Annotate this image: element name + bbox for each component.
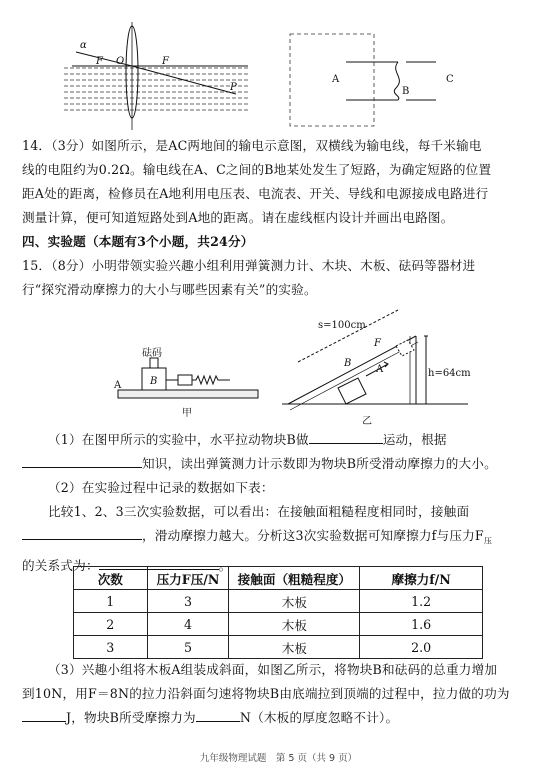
jia-weight-label: 砝码 <box>142 348 162 359</box>
table-header-friction: 摩擦力f/N <box>360 567 483 590</box>
point-p-label: P <box>230 82 237 93</box>
table-cell: 1 <box>74 590 148 613</box>
optical-center-label: O <box>116 56 125 67</box>
q15-part-1 <box>22 428 537 476</box>
q15-p1-text-b: 运动，根据 <box>382 432 447 447</box>
table-cell: 4 <box>147 613 229 636</box>
q15-p2-title: （2）在实验过程中记录的数据如下表： <box>48 480 274 495</box>
q15-p3-blank-work[interactable] <box>22 707 66 722</box>
q15-p1-blank-motion[interactable] <box>309 429 383 444</box>
q15-p2-subscript: 压 <box>483 536 493 546</box>
transmission-figure <box>286 32 476 130</box>
figure-jia <box>112 346 262 422</box>
point-a-label: A <box>332 74 340 85</box>
q14-line-4: 测量计算，便可知道短路处到A地的距离。请在虚线框内设计并画出电路图。 <box>22 210 454 225</box>
table-cell: 2.0 <box>360 636 483 659</box>
table-header-surface: 接触面（粗糙程度） <box>229 567 360 590</box>
q15-intro-line-2: 行“探究滑动摩擦力的大小与哪些因素有关”的实验。 <box>22 282 317 297</box>
q15-p3-text-c2: N（木板的厚度忽略不计）。 <box>239 710 399 725</box>
q15-p3-blank-friction[interactable] <box>196 707 240 722</box>
jia-board-label: A <box>114 380 122 391</box>
alpha-label: α <box>80 40 87 51</box>
point-b-label: B <box>402 86 410 97</box>
q15-p3-text-b: 到10N，用F＝8N的拉力沿斜面匀速将物块B由底端拉到顶端的过程中，拉力做的功为 <box>22 686 510 701</box>
q15-p1-text-c: 知识，读出弹簧测力计示数即为物块B所受滑动摩擦力的大小。 <box>142 456 497 471</box>
table-cell: 木板 <box>229 613 360 636</box>
q15-p2-text-b: ，滑动摩擦力越大。分析这3次实验数据可知摩擦力f与压力F <box>142 528 484 543</box>
q15-p2-text-c-end: 。 <box>218 557 232 573</box>
table-cell: 木板 <box>229 636 360 659</box>
yi-f-label: F <box>374 338 381 349</box>
table-cell: 1.6 <box>360 613 483 636</box>
table-header-row <box>74 567 483 590</box>
q15-part-3 <box>22 658 537 730</box>
question-15-intro <box>22 254 537 302</box>
table-cell: 1.2 <box>360 590 483 613</box>
focus-right-label: F <box>162 56 169 67</box>
table-cell: 5 <box>147 636 229 659</box>
yi-h-label: h=64cm <box>428 368 471 379</box>
q15-p1-text-a: （1）在图甲所示的实验中，水平拉动物块B做 <box>48 432 309 447</box>
table-cell: 3 <box>74 636 148 659</box>
q14-line-2: 线的电阻约为0.2Ω。输电线在A、C之间的B地某处发生了短路，为确定短路的位置 <box>22 162 492 177</box>
focus-left-label: F <box>96 56 103 67</box>
q15-intro-line-1: 15．（8分）小明带领实验兴趣小组利用弹簧测力计、木块、木板、砝码等器材进 <box>22 258 476 273</box>
lens-figure <box>60 22 250 132</box>
q15-p2-blank-pressure[interactable] <box>22 525 142 540</box>
table-header-pressure: 压力F压/N <box>147 567 229 590</box>
table-header-trial: 次数 <box>74 567 148 590</box>
q15-p3-text-c1: J，物块B所受摩擦力为 <box>66 710 196 725</box>
table-row <box>74 636 483 659</box>
point-c-label: C <box>446 74 454 85</box>
q14-line-1: 14．（3分）如图所示，是AC两地间的输电示意图，双横线为输电线，每千米输电 <box>22 138 482 153</box>
yi-s-label: s=100cm <box>318 320 366 331</box>
table-row <box>74 613 483 636</box>
q15-p2-text-c: 的关系式为： <box>22 557 99 573</box>
table-cell: 木板 <box>229 590 360 613</box>
q15-p3-text-a: （3）兴趣小组将木板A组装成斜面，如图乙所示，将物块B和砝码的总重力增加 <box>48 662 498 677</box>
section-4-title: 四、实验题（本题有3个小题，共24分） <box>22 234 254 249</box>
table-cell: 2 <box>74 613 148 636</box>
yi-board-label: A <box>376 364 384 375</box>
table-row <box>74 590 483 613</box>
q15-p1-blank-knowledge[interactable] <box>22 453 142 468</box>
jia-caption: 甲 <box>182 408 192 419</box>
table-cell: 3 <box>147 590 229 613</box>
friction-data-table <box>73 566 483 659</box>
q15-part-2 <box>22 476 537 578</box>
jia-block-label: B <box>150 376 158 387</box>
question-14 <box>22 134 537 230</box>
figure-yi <box>278 306 478 428</box>
yi-caption: 乙 <box>362 416 372 427</box>
yi-block-label: B <box>344 358 352 369</box>
q15-p2-text-a: 比较1、2、3三次实验数据，可以看出：在接触面粗糙程度相同时，接触面 <box>48 504 470 519</box>
q14-line-3: 距A处的距离，检修员在A地利用电压表、电流表、开关、导线和电源接成电路进行 <box>22 186 489 201</box>
page-footer: 九年级物理试题 第 5 页（共 9 页） <box>199 753 358 764</box>
